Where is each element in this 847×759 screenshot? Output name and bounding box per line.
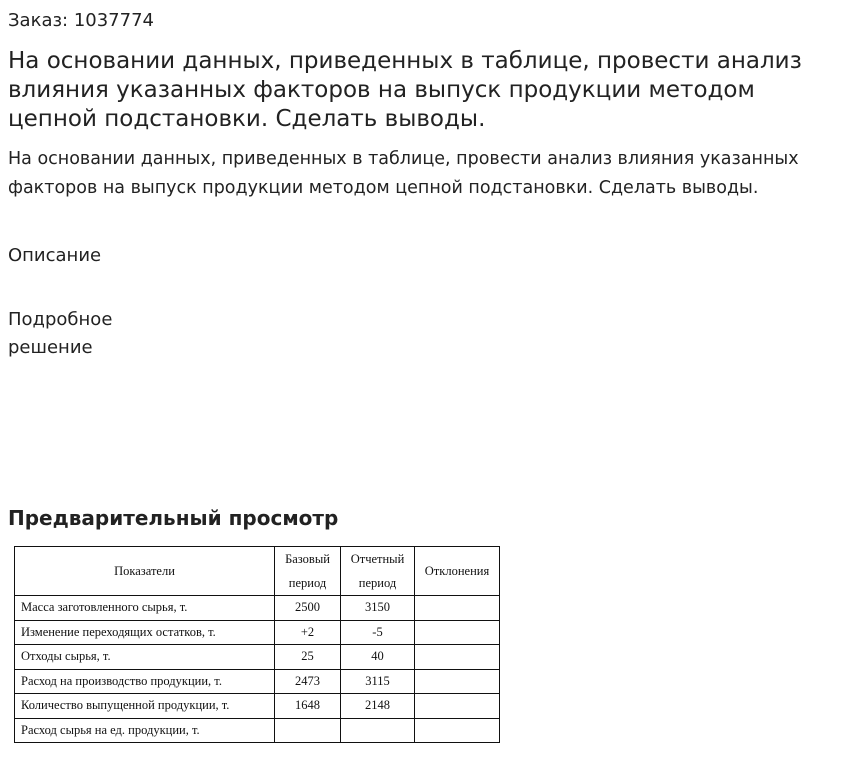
row-deviation	[415, 669, 500, 694]
table-header-row	[15, 547, 500, 596]
table-row	[15, 669, 500, 694]
row-name: Расход на производство продукции, т.	[15, 669, 275, 694]
row-deviation	[415, 645, 500, 670]
table-row	[15, 718, 500, 743]
row-deviation	[415, 620, 500, 645]
page-title: На основании данных, приведенных в таблице, провести анализ влияния указанных факторов на выпуск продукции методом цепной подстановки. Сделать выводы.	[8, 48, 802, 132]
solution-label-line2: решение	[8, 337, 93, 358]
row-deviation	[415, 718, 500, 743]
row-name: Отходы сырья, т.	[15, 645, 275, 670]
row-base: 25	[275, 645, 341, 670]
header-base-period	[275, 547, 341, 596]
row-deviation	[415, 694, 500, 719]
row-report: -5	[341, 620, 415, 645]
row-report: 2148	[341, 694, 415, 719]
table-row	[15, 694, 500, 719]
header-report-line2: период	[358, 576, 397, 590]
task-description: На основании данных, приведенных в таблице, провести анализ влияния указанных факторов на выпуск продукции методом цепной подстановки. Сделать выводы.	[8, 149, 799, 198]
row-name: Расход сырья на ед. продукции, т.	[15, 718, 275, 743]
row-report: 3150	[341, 596, 415, 621]
header-base-line1: Базовый	[285, 552, 330, 566]
row-base: 2473	[275, 669, 341, 694]
header-indicator: Показатели	[15, 547, 275, 596]
description-section-label: Описание	[8, 245, 102, 266]
row-deviation	[415, 596, 500, 621]
header-report-line1: Отчетный	[350, 552, 405, 566]
row-report	[341, 718, 415, 743]
table-row	[15, 596, 500, 621]
header-report-period	[341, 547, 415, 596]
row-name: Масса заготовленного сырья, т.	[15, 596, 275, 621]
row-base: +2	[275, 620, 341, 645]
preview-table	[14, 546, 500, 743]
row-base: 2500	[275, 596, 341, 621]
row-report: 40	[341, 645, 415, 670]
solution-section-label	[8, 306, 138, 362]
table-row	[15, 620, 500, 645]
order-number: Заказ: 1037774	[8, 10, 154, 31]
preview-title: Предварительный просмотр	[8, 506, 339, 530]
row-base	[275, 718, 341, 743]
table-row	[15, 645, 500, 670]
row-base: 1648	[275, 694, 341, 719]
header-deviation: Отклонения	[415, 547, 500, 596]
row-name: Изменение переходящих остатков, т.	[15, 620, 275, 645]
solution-label-line1: Подробное	[8, 309, 113, 330]
header-base-line2: период	[288, 576, 327, 590]
row-name: Количество выпущенной продукции, т.	[15, 694, 275, 719]
row-report: 3115	[341, 669, 415, 694]
